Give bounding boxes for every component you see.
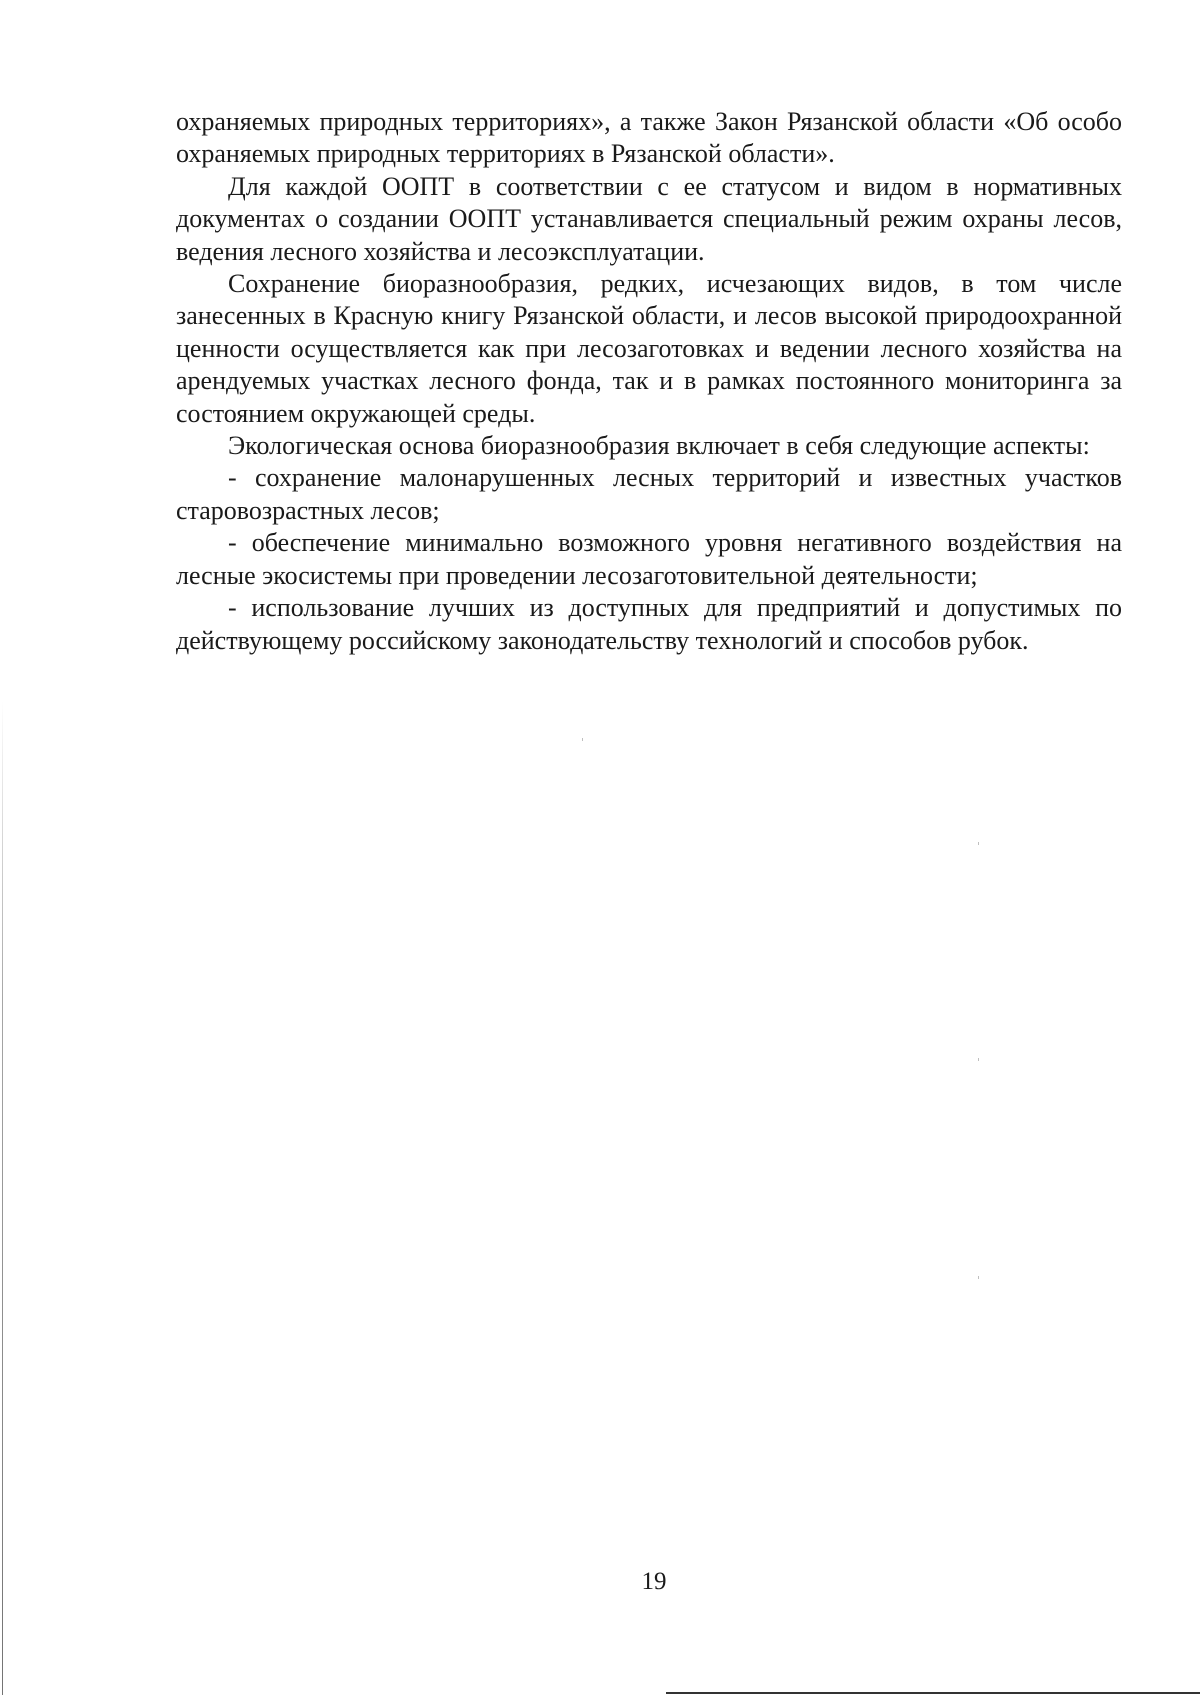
list-item-preservation: - сохранение малонарушенных лесных территорий и известных участков старовозрастных лесов;	[176, 463, 1122, 525]
scan-speck	[978, 1058, 979, 1061]
scan-speck	[978, 842, 979, 845]
paragraph-biodiversity: Сохранение биоразнообразия, редких, исчезающих видов, в том числе занесенных в Красную книгу Рязанской области, и лесов высокой природоохранной ценности осуществляется как при лесозаготовках и ведении лесного хозяйства на арендуемых участках лесного фонда, так и в рамках постоянного мониторинга за состоянием окружающей среды.	[176, 269, 1122, 428]
scan-speck	[582, 738, 583, 741]
list-item-best-technologies: - использование лучших из доступных для предприятий и допустимых по действующему российскому законодательству технологий и способов рубок.	[176, 593, 1122, 655]
scan-edge-left	[2, 700, 3, 1695]
list-item-minimal-impact: - обеспечение минимально возможного уровня негативного воздействия на лесные экосистемы при проведении лесозаготовительной деятельности;	[176, 528, 1122, 590]
paragraph-oopt-regime: Для каждой ООПТ в соответствии с ее статусом и видом в нормативных документах о создании ООПТ устанавливается специальный режим охраны лесов, ведения лесного хозяйства и лесоэксплуатации.	[176, 171, 1122, 266]
scan-speck	[978, 1276, 979, 1279]
page-number: 19	[641, 1568, 667, 1595]
paragraph-continuation: охраняемых природных территориях», а также Закон Рязанской области «Об особо охраняемых природных территориях в Рязанской области».	[176, 107, 1122, 169]
scan-edge-bottom	[666, 1692, 1200, 1694]
body-text	[176, 106, 1122, 657]
paragraph-ecological-basis: Экологическая основа биоразнообразия включает в себя следующие аспекты:	[228, 431, 1090, 461]
